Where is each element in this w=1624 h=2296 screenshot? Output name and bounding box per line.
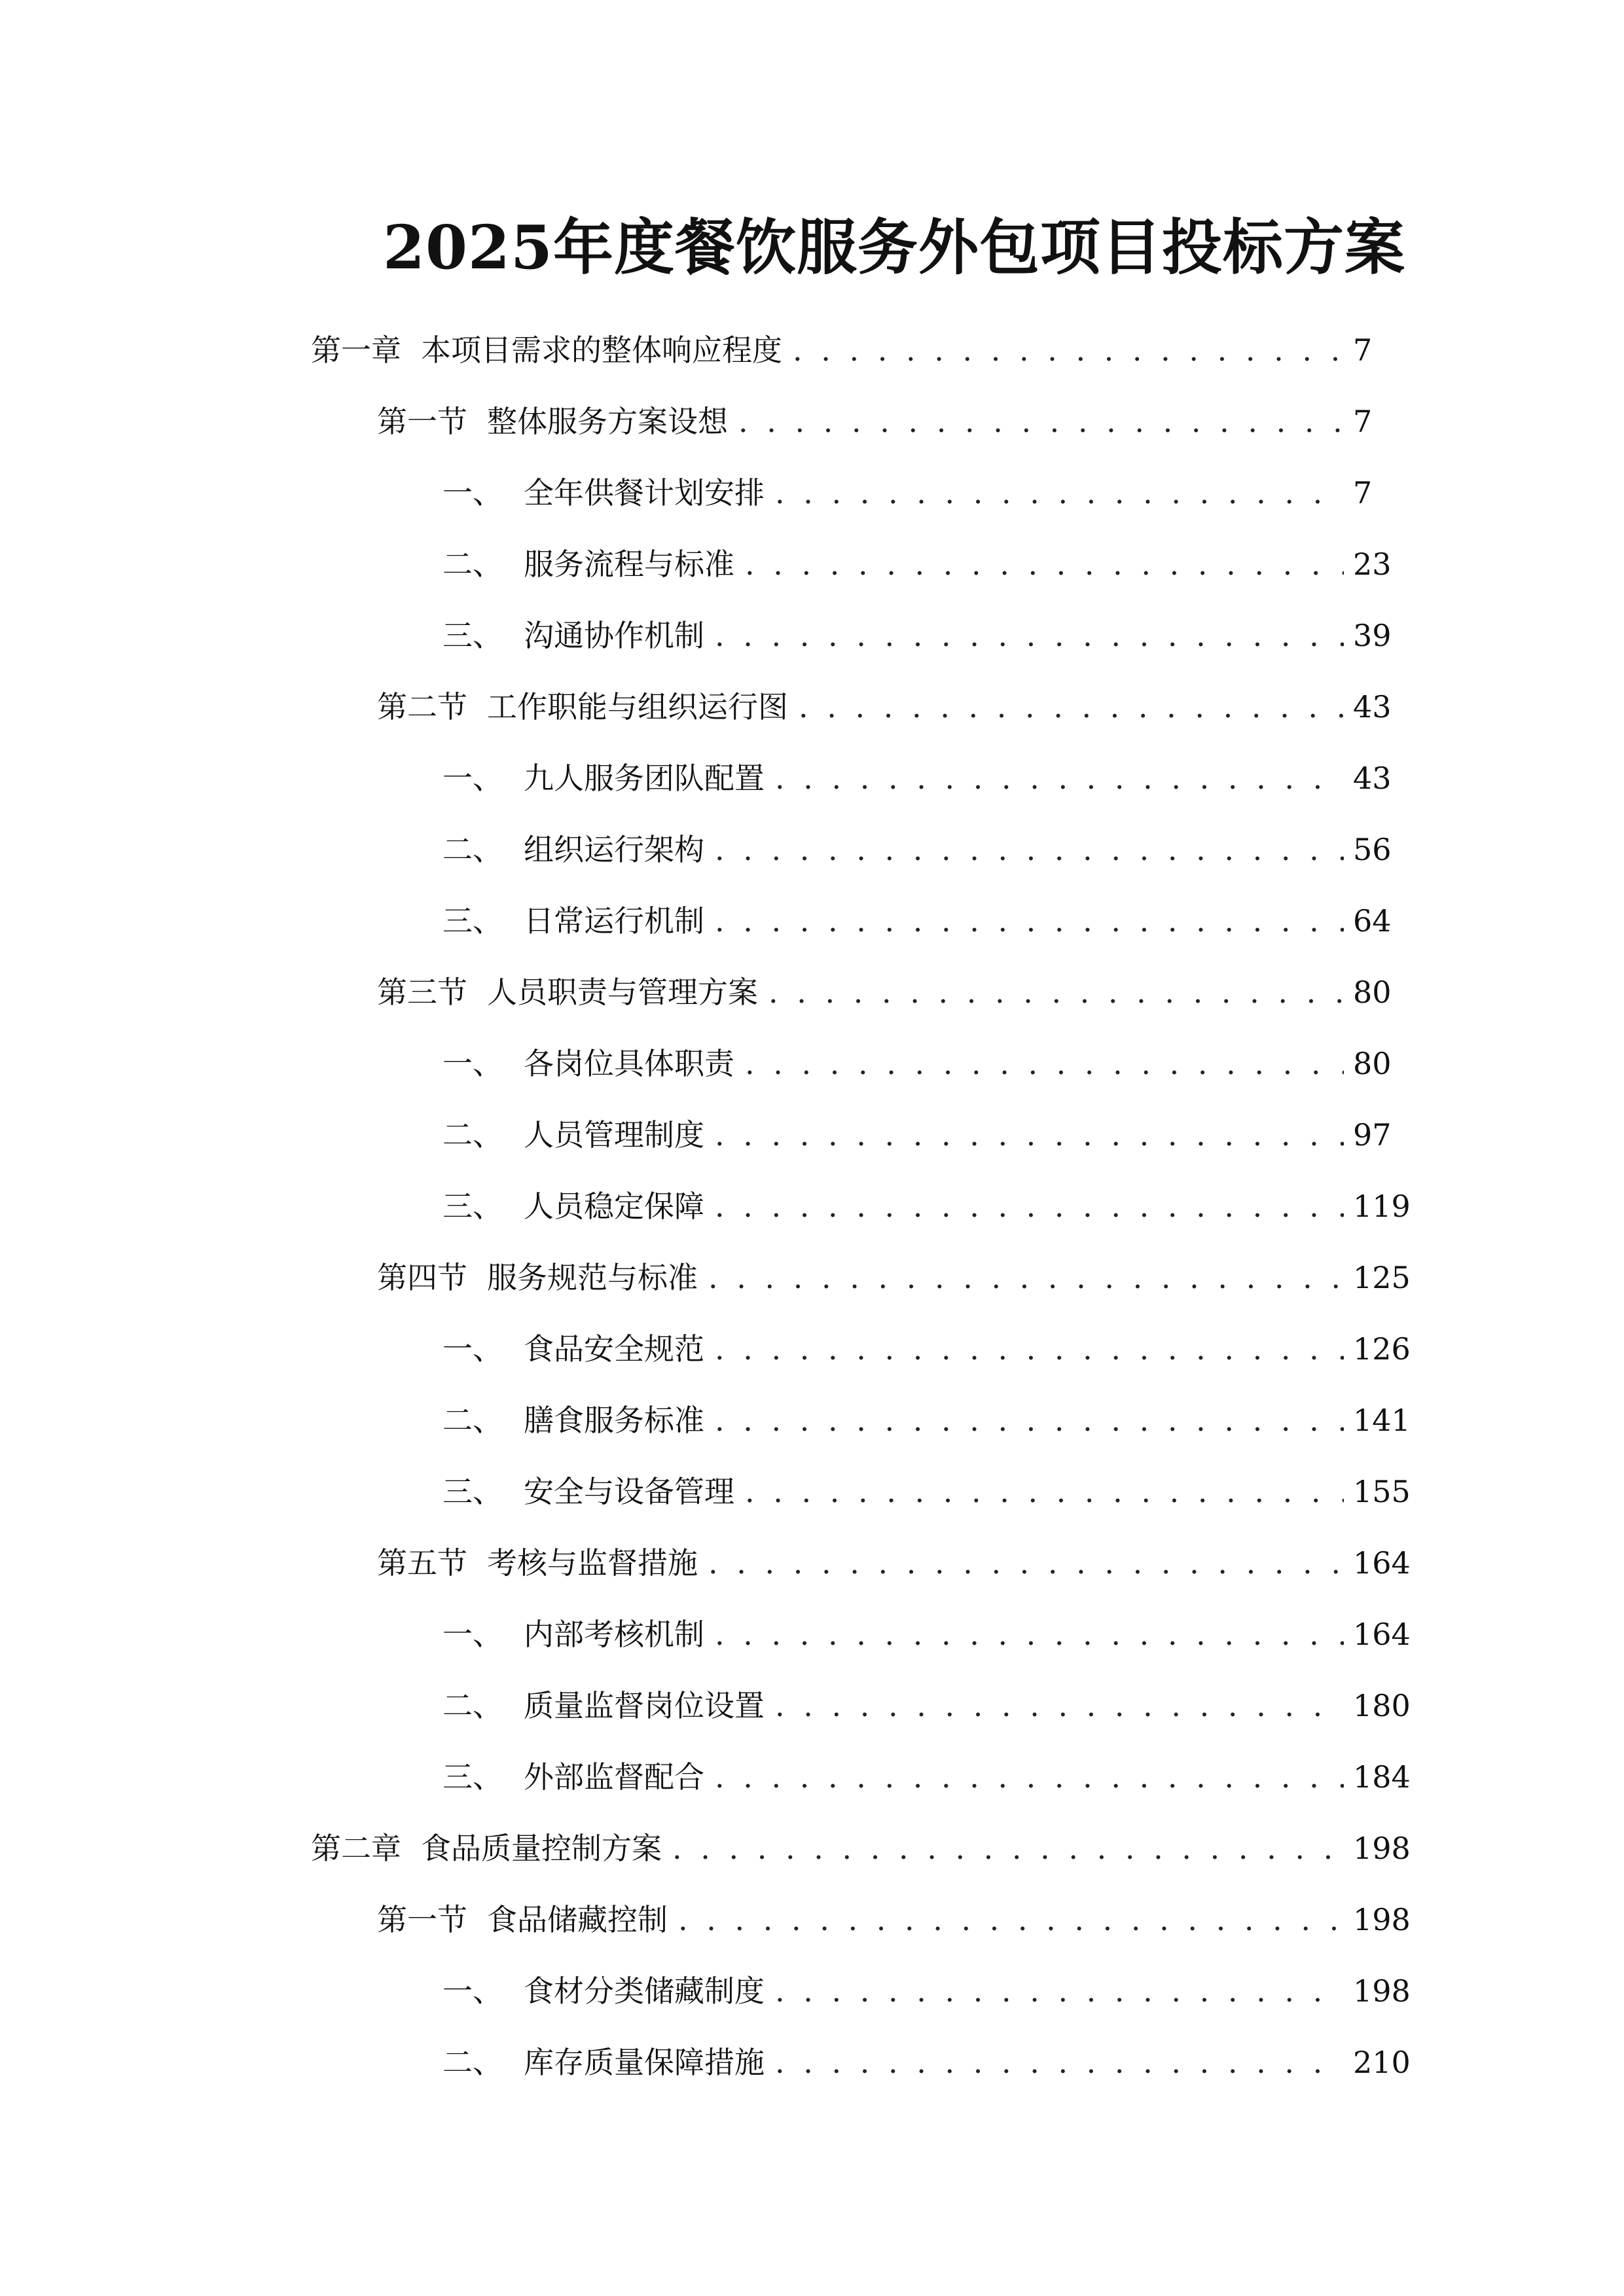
- toc-label: 沟通协作机制: [524, 618, 704, 653]
- toc-leader-dots: [738, 399, 1344, 444]
- toc-entry[interactable]: [377, 684, 1392, 730]
- toc-label: 考核与监督措施: [487, 1545, 698, 1581]
- toc-entry[interactable]: [442, 470, 1371, 516]
- toc-leader-dots: [715, 898, 1344, 944]
- toc-prefix: 一、: [442, 1973, 503, 2009]
- document-title: 2025年度餐饮服务外包项目投标方案: [383, 212, 1406, 283]
- toc-page-number: 119: [1353, 1189, 1411, 1224]
- toc-label: 食品储藏控制: [487, 1902, 668, 1937]
- toc-leader-dots: [799, 684, 1344, 730]
- toc-label: 各岗位具体职责: [524, 1046, 734, 1081]
- toc-entry[interactable]: [442, 1041, 1392, 1086]
- toc-leader-dots: [775, 1968, 1344, 2014]
- toc-label: 安全与设备管理: [524, 1474, 734, 1509]
- toc-prefix: 第一节: [377, 404, 467, 439]
- toc-prefix: 第四节: [377, 1260, 467, 1295]
- toc-entry[interactable]: [442, 755, 1392, 801]
- toc-entry[interactable]: [377, 1255, 1411, 1300]
- toc-page-number: 80: [1353, 975, 1392, 1010]
- toc-leader-dots: [775, 470, 1344, 516]
- toc-leader-dots: [708, 1255, 1344, 1300]
- toc-page-number: 126: [1353, 1331, 1411, 1367]
- toc-label: 质量监督岗位设置: [524, 1688, 765, 1723]
- toc-label: 服务流程与标准: [524, 547, 734, 582]
- toc-prefix: 二、: [442, 1688, 503, 1723]
- toc-label: 人员管理制度: [524, 1117, 704, 1153]
- toc-page-number: 43: [1353, 761, 1392, 796]
- toc-prefix: 三、: [442, 618, 503, 653]
- toc-prefix: 一、: [442, 1617, 503, 1652]
- toc-label: 九人服务团队配置: [524, 761, 765, 796]
- toc-prefix: 第二章: [311, 1831, 401, 1866]
- toc-page-number: 164: [1353, 1617, 1411, 1652]
- toc-label: 食材分类储藏制度: [524, 1973, 765, 2009]
- toc-prefix: 二、: [442, 832, 503, 867]
- toc-entry[interactable]: [442, 1683, 1411, 1729]
- toc-leader-dots: [715, 1326, 1344, 1372]
- toc-entry[interactable]: [442, 827, 1392, 872]
- toc-leader-dots: [715, 613, 1344, 658]
- toc-page-number: 39: [1353, 618, 1392, 653]
- toc-entry[interactable]: [377, 1540, 1411, 1586]
- toc-page-number: 141: [1353, 1403, 1411, 1438]
- toc-page-number: 198: [1353, 1902, 1411, 1937]
- toc-leader-dots: [715, 1183, 1344, 1229]
- toc-label: 食品质量控制方案: [421, 1831, 662, 1866]
- toc-prefix: 第一节: [377, 1902, 467, 1937]
- toc-page-number: 7: [1353, 404, 1373, 439]
- toc-label: 工作职能与组织运行图: [487, 689, 788, 725]
- toc-prefix: 二、: [442, 547, 503, 582]
- toc-prefix: 一、: [442, 475, 503, 511]
- toc-entry[interactable]: [311, 327, 1371, 373]
- toc-page-number: 97: [1353, 1117, 1392, 1153]
- toc-page-number: 23: [1353, 547, 1392, 582]
- toc-entry[interactable]: [442, 541, 1392, 587]
- toc-entry[interactable]: [442, 1968, 1411, 2014]
- toc-leader-dots: [715, 1397, 1344, 1443]
- toc-leader-dots: [745, 1469, 1344, 1515]
- toc-label: 内部考核机制: [524, 1617, 704, 1652]
- toc-entry[interactable]: [442, 1112, 1392, 1158]
- toc-page-number: 184: [1353, 1759, 1411, 1795]
- toc-page-number: 198: [1353, 1831, 1411, 1866]
- toc-entry[interactable]: [442, 613, 1392, 658]
- toc-prefix: 三、: [442, 903, 503, 939]
- toc-label: 全年供餐计划安排: [524, 475, 765, 511]
- toc-page-number: 210: [1353, 2045, 1411, 2080]
- toc-label: 膳食服务标准: [524, 1403, 704, 1438]
- toc-label: 外部监督配合: [524, 1759, 704, 1795]
- toc-prefix: 第五节: [377, 1545, 467, 1581]
- toc-entry[interactable]: [442, 1469, 1411, 1515]
- toc-page-number: 56: [1353, 832, 1392, 867]
- toc-entry[interactable]: [377, 969, 1392, 1015]
- toc-page-number: 80: [1353, 1046, 1392, 1081]
- toc-page-number: 43: [1353, 689, 1392, 725]
- toc-leader-dots: [715, 827, 1344, 872]
- toc-leader-dots: [775, 1683, 1344, 1729]
- toc-label: 人员稳定保障: [524, 1189, 704, 1224]
- toc-entry[interactable]: [442, 1397, 1411, 1443]
- toc-leader-dots: [745, 541, 1344, 587]
- toc-leader-dots: [793, 327, 1344, 373]
- toc-label: 服务规范与标准: [487, 1260, 698, 1295]
- toc-leader-dots: [715, 1611, 1344, 1657]
- toc-entry[interactable]: [442, 1611, 1411, 1657]
- toc-leader-dots: [672, 1825, 1344, 1871]
- toc-prefix: 二、: [442, 1117, 503, 1153]
- toc-page-number: 64: [1353, 903, 1392, 939]
- toc-leader-dots: [775, 2039, 1344, 2085]
- toc-leader-dots: [715, 1754, 1344, 1800]
- toc-leader-dots: [708, 1540, 1344, 1586]
- toc-prefix: 三、: [442, 1759, 503, 1795]
- toc-leader-dots: [715, 1112, 1344, 1158]
- toc-entry[interactable]: [442, 1183, 1411, 1229]
- toc-label: 组织运行架构: [524, 832, 704, 867]
- toc-leader-dots: [768, 969, 1344, 1015]
- toc-entry[interactable]: [442, 1754, 1411, 1800]
- toc-page-number: 198: [1353, 1973, 1411, 2009]
- toc-label: 整体服务方案设想: [487, 404, 728, 439]
- toc-page-number: 164: [1353, 1545, 1411, 1581]
- toc-prefix: 二、: [442, 1403, 503, 1438]
- toc-entry[interactable]: [377, 399, 1371, 444]
- toc-prefix: 第一章: [311, 332, 401, 368]
- toc-label: 库存质量保障措施: [524, 2045, 765, 2080]
- toc-entry[interactable]: [442, 1326, 1411, 1372]
- toc-page-number: 7: [1353, 475, 1373, 511]
- toc-label: 日常运行机制: [524, 903, 704, 939]
- toc-prefix: 第三节: [377, 975, 467, 1010]
- toc-page-number: 155: [1353, 1474, 1411, 1509]
- toc-label: 人员职责与管理方案: [487, 975, 758, 1010]
- toc-entry[interactable]: [377, 1897, 1411, 1943]
- toc-prefix: 一、: [442, 1331, 503, 1367]
- toc-page-number: 180: [1353, 1688, 1411, 1723]
- toc-entry[interactable]: [311, 1825, 1411, 1871]
- toc-leader-dots: [745, 1041, 1344, 1086]
- toc-page-number: 125: [1353, 1260, 1411, 1295]
- toc-entry[interactable]: [442, 898, 1392, 944]
- toc-entry[interactable]: [442, 2039, 1411, 2085]
- toc-prefix: 第二节: [377, 689, 467, 725]
- toc-label: 食品安全规范: [524, 1331, 704, 1367]
- toc-leader-dots: [678, 1897, 1344, 1943]
- toc-prefix: 一、: [442, 1046, 503, 1081]
- toc-label: 本项目需求的整体响应程度: [421, 332, 782, 368]
- toc-leader-dots: [775, 755, 1344, 801]
- toc-prefix: 三、: [442, 1189, 503, 1224]
- toc-prefix: 三、: [442, 1474, 503, 1509]
- toc-prefix: 二、: [442, 2045, 503, 2080]
- toc-prefix: 一、: [442, 761, 503, 796]
- toc-page-number: 7: [1353, 332, 1373, 368]
